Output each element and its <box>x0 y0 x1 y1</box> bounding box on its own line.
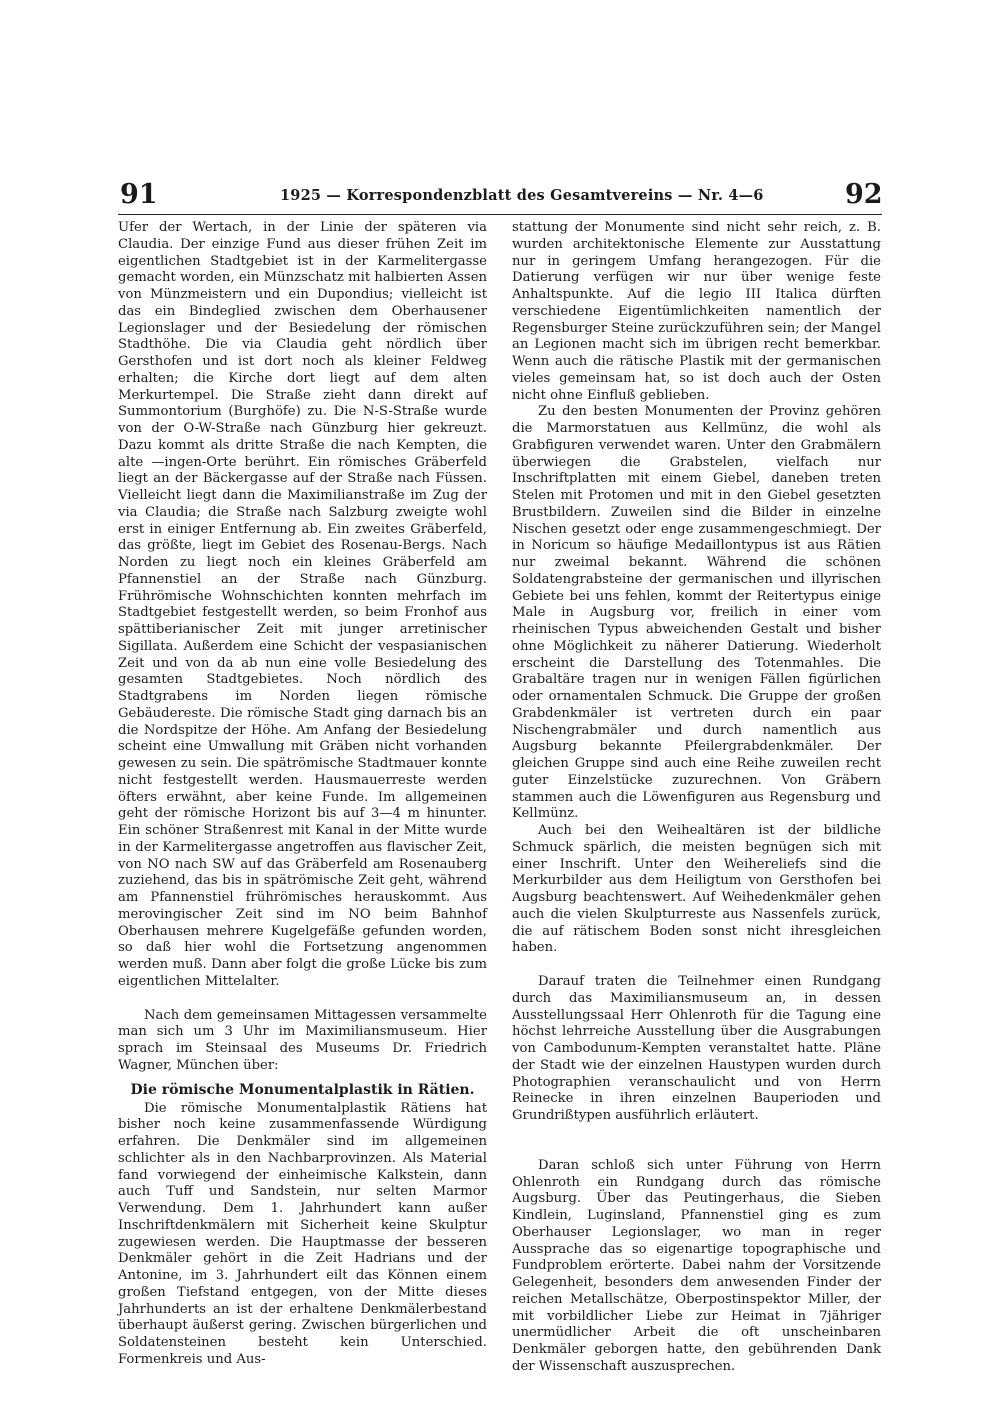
section-heading: Die römische Monumentalplastik in Rätien. <box>130 1081 475 1098</box>
right-column <box>512 220 881 1376</box>
paragraph: Die römische Monumentalplastik Rätiens hat bisher noch keine zusammenfassende Würdigung erfahren. Die Denkmäler sind im allgemeinen schlichter als in den Nachbarprovinzen. Als Material fand vorwiegend der einheimische Kalkstein, dann auch Tuff und Sandstein, nur selten Marmor Verwendung. Dem 1. Jahrhundert kann außer Inschriftdenkmälern mit Sicherheit keine Skulptur zugewiesen werden. Die Hauptmasse der besseren Denkmäler gehört in die Zeit Hadrians und der Antonine, im 3. Jahrhundert eilt das Können einem großen Tiefstand entgegen, von der Mitte dieses Jahrhunderts an ist der erhaltene Denkmälerbestand überhaupt äußerst gering. Zwischen bürgerlichen und Soldatensteinen besteht kein Unterschied. Formenkreis und Aus- <box>118 1100 487 1367</box>
page-number-left: 91 <box>120 179 158 210</box>
paragraph: stattung der Monumente sind nicht sehr reich, z. B. wurden architektonische Elemente zur Ausstattung nur in geringem Umfang herangezogen. Für die Datierung verfügen wir nur über wenige feste Anhaltspunkte. Auf die legio III Italica dürften verschiedene Eigentümlichkeiten namentlich der Regensburger Steine zurückzuführen sein; der Mangel an Legionen macht sich im übrigen recht bemerkbar. Wenn auch die rätische Plastik mit der germanischen vieles gemeinsam hat, so ist doch auch der Osten nicht ohne Einfluß geblieben. <box>512 220 881 403</box>
paragraph: Nach dem gemeinsamen Mittagessen versammelte man sich um 3 Uhr im Maximiliansmuseum. Hier sprach im Steinsaal des Museums Dr. Friedrich Wagner, München über: <box>118 1007 487 1073</box>
paragraph: Darauf traten die Teilnehmer einen Rundgang durch das Maximiliansmuseum an, in dessen Ausstellungssaal Herr Ohlenroth für die Tagung eine höchst lehrreiche Ausstellung über die Ausgrabungen von Cambodunum-Kempten veranstaltet hatte. Pläne der Stadt wie der einzelnen Haustypen wurden durch Photographien veranschaulicht und von Herrn Reinecke in ihren einzelnen Bauperioden und Grundrißtypen ausführlich erläutert. <box>512 974 881 1123</box>
running-title: 1925 — Korrespondenzblatt des Gesamtvereins — Nr. 4—6 <box>280 187 764 204</box>
header-rule <box>118 214 882 215</box>
paragraph: Daran schloß sich unter Führung von Herrn Ohlenroth ein Rundgang durch das römische Augsburg. Über das Peutingerhaus, die Sieben Kindlein, Luginsland, Pfannenstiel ging es zum Oberhauser Legionslager, wo man in reger Aussprache das so eigenartige topographische und Fundproblem erörterte. Dabei nahm der Vorsitzende Gelegenheit, besonders dem anwesenden Finder der reichen Metallschätze, Oberpostinspektor Miller, der mit vorbildlicher Liebe zur Heimat in 7jähriger unermüdlicher Arbeit die oft unscheinbaren Denkmäler geborgen hatte, den gebührenden Dank der Wissenschaft auszusprechen. <box>512 1157 881 1374</box>
paragraph: Ufer der Wertach, in der Linie der späteren via Claudia. Der einzige Fund aus dieser frühen Zeit im eigentlichen Stadtgebiet ist in der Karmelitergasse gemacht worden, ein Münzschatz mit halbierten Assen von Münzmeistern und ein Dupondius; vielleicht ist das ein Bindeglied zwischen dem Oberhausener Legionslager und der Besiedelung der römischen Stadthöhe. Die via Claudia geht nördlich über Gersthofen und ist dort noch als kleiner Feldweg erhalten; die Kirche dort liegt auf dem alten Merkurtempel. Die Straße zieht dann direkt auf Summontorium (Burghöfe) zu. Die N-S-Straße wurde von der O-W-Straße nach Günzburg hier gekreuzt. Dazu kommt als dritte Straße die nach Kempten, die alte —ingen-Orte berührt. Ein römisches Gräberfeld liegt an der Bäckergasse auf der Straße nach Füssen. Vielleicht liegt dann die Maximilianstraße im Zug der via Claudia; die Straße nach Salzburg zweigte wohl erst in einiger Entfernung ab. Ein zweites Gräberfeld, das größte, liegt im Gebiet des Rosenau-Bergs. Nach Norden zu liegt noch ein kleines Gräberfeld am Pfannenstiel an der Straße nach Günzburg. Frührömische Wohnschichten konnten mehrfach im Stadtgebiet festgestellt werden, so beim Fronhof aus spättiberianischer Zeit mit junger arretinischer Sigillata. Außerdem eine Schicht der vespasianischen Zeit und von da ab nun eine volle Besiedelung des gesamten Stadtgebietes. Noch nördlich des Stadtgrabens im Norden liegen römische Gebäudereste. Die römische Stadt ging darnach bis an die Nordspitze der Höhe. Am Anfang der Besiedelung scheint eine Umwallung mit Gräben nicht vorhanden gewesen zu sein. Die spätrömische Stadtmauer konnte nicht festgestellt werden. Hausmauerreste werden öfters erwähnt, aber keine Funde. Im allgemeinen geht der römische Horizont bis auf 3—4 m hinunter. Ein schöner Straßenrest mit Kanal in der Mitte wurde in der Karmelitergasse angetroffen aus flavischer Zeit, von NO nach SW auf das Gräberfeld am Rosenauberg zuziehend, das bis in spätrömische Zeit geht, während am Pfannenstiel frührömisches herauskommt. Aus merovingischer Zeit sind im NO beim Bahnhof Oberhausen mehrere Kugelgefäße gefunden worden, so daß hier wohl die Fortsetzung angenommen werden muß. Dann aber folgt die große Lücke bis zum eigentlichen Mittelalter. <box>118 220 487 989</box>
left-column <box>118 220 487 1369</box>
paragraph: Auch bei den Weihealtären ist der bildliche Schmuck spärlich, die meisten begnügen sich mit einer Inschrift. Unter den Weihereliefs sind die Merkurbilder aus dem Heiligtum von Gersthofen bei Augsburg beachtenswert. Auf Weihedenkmäler gehen auch die vielen Skulpturreste aus Nassenfels zurück, die auf rätischem Boden sonst nicht ihresgleichen haben. <box>512 823 881 956</box>
paragraph: Zu den besten Monumenten der Provinz gehören die Marmorstatuen aus Kellmünz, die wohl als Grabfiguren verwendet waren. Unter den Grabmälern überwiegen die Grabstelen, vielfach nur Inschriftplatten mit einem Giebel, daneben treten Stelen mit Protomen und mit in den Giebel gesetzten Brustbildern. Zuweilen sind die Bilder in einzelne Nischen gesetzt oder enge zusammengeschmiegt. Der in Noricum so häufige Medaillontypus ist aus Rätien nur zweimal bekannt. Während die schönen Soldatengrabsteine der germanischen und illyrischen Gebiete bei uns fehlen, kommt der Reitertypus einige Male in Augsburg vor, freilich in einer vom rheinischen Typus abweichenden Gestalt und bisher ohne Möglichkeit zu näherer Datierung. Wiederholt erscheint die Darstellung des Totenmahles. Die Grabaltäre tragen nur in wenigen Fällen figürlichen oder ornamentalen Schmuck. Die Gruppe der großen Grabdenkmäler ist vertreten durch ein paar Nischengrabmäler und durch namentlich aus Augsburg bekannte Pfeilergrabdenkmäler. Der gleichen Gruppe sind auch eine Reihe zuweilen recht guter Einzelstücke zuzurechnen. Von Gräbern stammen auch die Löwenfiguren aus Regensburg und Kellmünz. <box>512 404 881 822</box>
page-number-right: 92 <box>845 179 883 210</box>
